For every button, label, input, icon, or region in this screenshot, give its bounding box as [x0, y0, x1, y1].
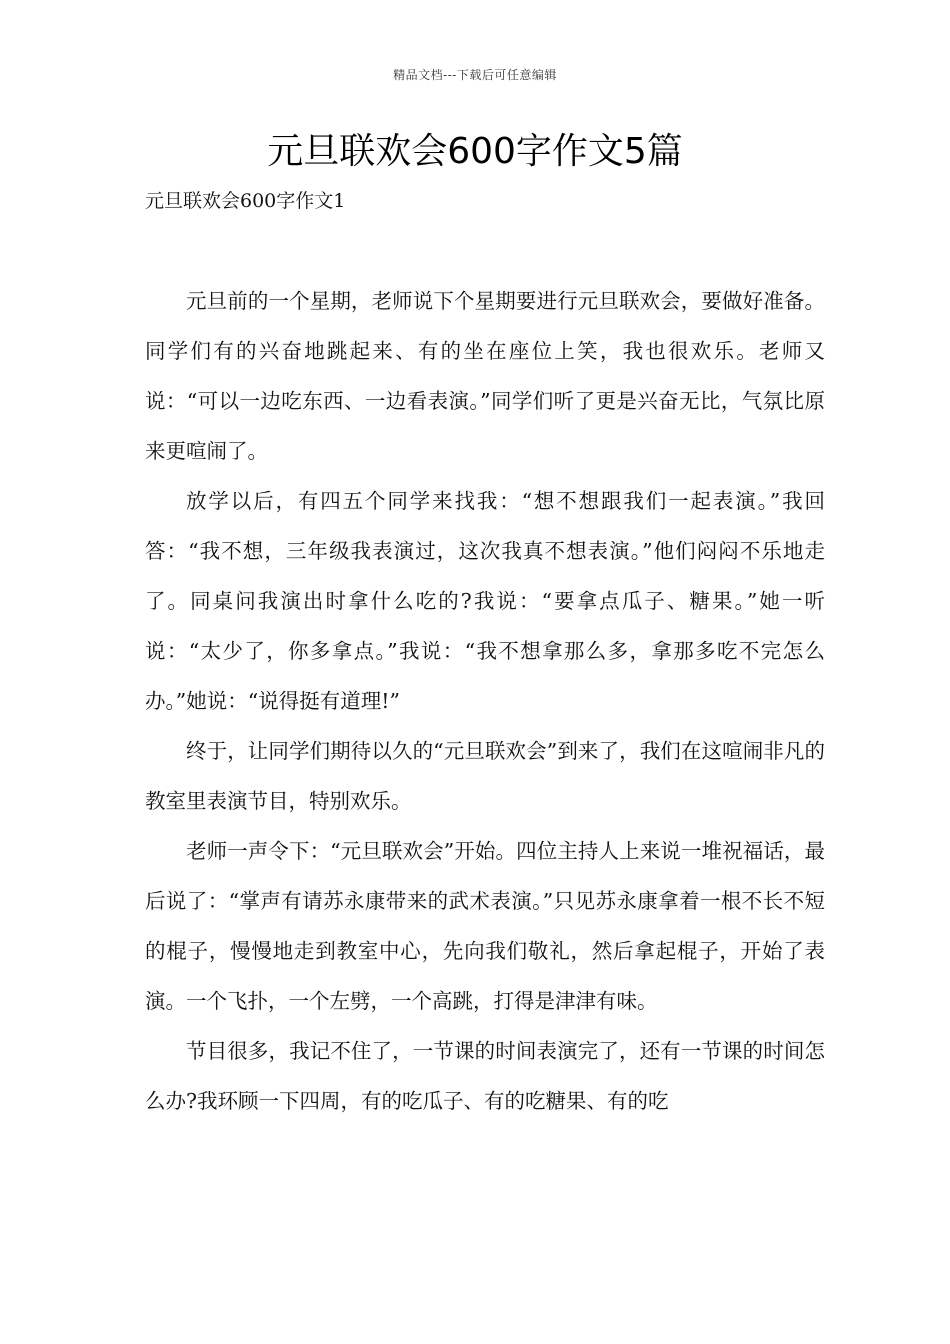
paragraph: 节目很多，我记不住了，一节课的时间表演完了，还有一节课的时间怎么办?我环顾一下四周，有的吃瓜子、有的吃糖果、有的吃 [145, 1039, 825, 1113]
paragraph: 终于，让同学们期待以久的“元旦联欢会”到来了，我们在这喧闹非凡的教室里表演节目，特别欢乐。 [145, 739, 825, 813]
paragraph: 放学以后，有四五个同学来找我：“想不想跟我们一起表演。”我回答：“我不想，三年级我表演过，这次我真不想表演。”他们闷闷不乐地走了。同桌问我演出时拿什么吃的?我说：“要拿点瓜子、糖果。”她一听说：“太少了，你多拿点。”我说：“我不想拿那么多，拿那多吃不完怎么办。”她说：“说得挺有道理!” [145, 489, 825, 713]
header-note: 精品文档---下载后可任意编辑 [393, 68, 557, 82]
paragraph: 元旦前的一个星期，老师说下个星期要进行元旦联欢会，要做好准备。同学们有的兴奋地跳起来、有的坐在座位上笑，我也很欢乐。老师又说：“可以一边吃东西、一边看表演。”同学们听了更是兴奋无比，气氛比原来更喧闹了。 [145, 289, 825, 463]
document-title: 元旦联欢会600字作文5篇 [267, 131, 683, 172]
paragraph: 老师一声令下：“元旦联欢会”开始。四位主持人上来说一堆祝福话，最后说了：“掌声有请苏永康带来的武术表演。”只见苏永康拿着一根不长不短的棍子，慢慢地走到教室中心，先向我们敬礼，然后拿起棍子，开始了表演。一个飞扑，一个左劈，一个高跳，打得是津津有味。 [145, 839, 825, 1013]
document-body [145, 276, 825, 1126]
section-subtitle: 元旦联欢会600字作文1 [145, 190, 346, 212]
